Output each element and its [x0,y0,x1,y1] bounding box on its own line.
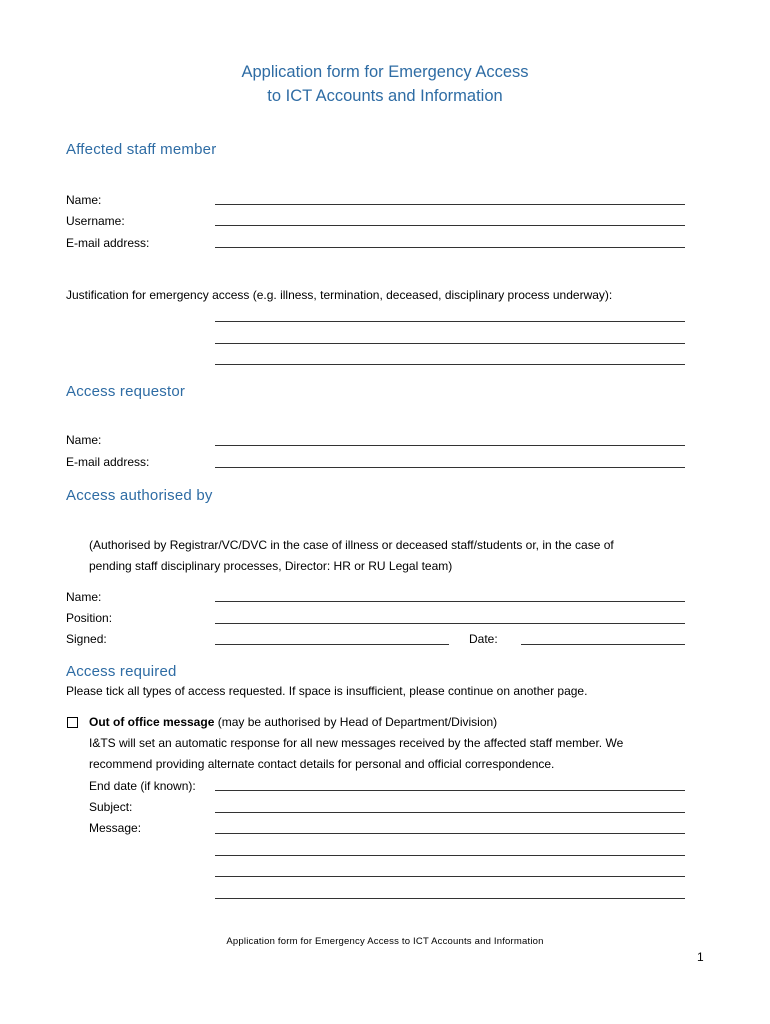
requestor-email-label: E-mail address: [66,455,150,469]
affected-email-field[interactable] [215,247,685,248]
out-of-office-checkbox[interactable] [67,717,78,728]
requestor-name-field[interactable] [215,445,685,446]
end-date-field[interactable] [215,790,685,791]
authoriser-position-field[interactable] [215,623,685,624]
authoriser-name-field[interactable] [215,601,685,602]
access-instruction: Please tick all types of access requested. If space is insufficient, please continue on another page. [66,684,588,698]
date-field[interactable] [521,644,685,645]
out-of-office-title: Out of office message [89,715,215,729]
section-heading-affected: Affected staff member [66,141,217,158]
out-of-office-note: (may be authorised by Head of Department/Division) [214,715,498,729]
subject-field[interactable] [215,812,685,813]
date-label: Date: [469,632,498,646]
affected-username-field[interactable] [215,225,685,226]
signed-label: Signed: [66,632,107,646]
section-heading-authorised: Access authorised by [66,487,213,504]
page-number: 1 [697,950,704,964]
page-footer: Application form for Emergency Access to ICT Accounts and Information [226,936,544,947]
authoriser-position-label: Position: [66,611,113,625]
end-date-label: End date (if known): [89,779,196,793]
authorisation-note-line-2: pending staff disciplinary processes, Director: HR or RU Legal team) [89,559,453,573]
section-heading-required: Access required [66,663,177,680]
message-field-line-4[interactable] [215,898,685,899]
affected-name-field[interactable] [215,204,685,205]
justification-field-line-3[interactable] [215,364,685,365]
justification-label: Justification for emergency access (e.g. illness, termination, deceased, disciplinary process underway): [66,288,613,302]
message-field-line-1[interactable] [215,833,685,834]
page-title [0,60,770,108]
justification-field-line-1[interactable] [215,321,685,322]
out-of-office-desc-line-2: recommend providing alternate contact details for personal and official correspondence. [89,757,555,771]
message-field-line-2[interactable] [215,855,685,856]
authoriser-name-label: Name: [66,590,102,604]
subject-label: Subject: [89,800,133,814]
affected-username-label: Username: [66,214,125,228]
title-line-2: to ICT Accounts and Information [267,87,503,105]
section-heading-requestor: Access requestor [66,383,186,400]
title-line-1: Application form for Emergency Access [241,63,529,81]
message-label: Message: [89,821,142,835]
justification-field-line-2[interactable] [215,343,685,344]
authorisation-note-line-1: (Authorised by Registrar/VC/DVC in the case of illness or deceased staff/students or, in the case of [89,538,614,552]
requestor-name-label: Name: [66,433,102,447]
affected-email-label: E-mail address: [66,236,150,250]
message-field-line-3[interactable] [215,876,685,877]
requestor-email-field[interactable] [215,467,685,468]
out-of-office-desc-line-1: I&TS will set an automatic response for all new messages received by the affected staff member. We [89,736,624,750]
affected-name-label: Name: [66,193,102,207]
out-of-office-heading [89,714,497,730]
signature-field[interactable] [215,644,449,645]
